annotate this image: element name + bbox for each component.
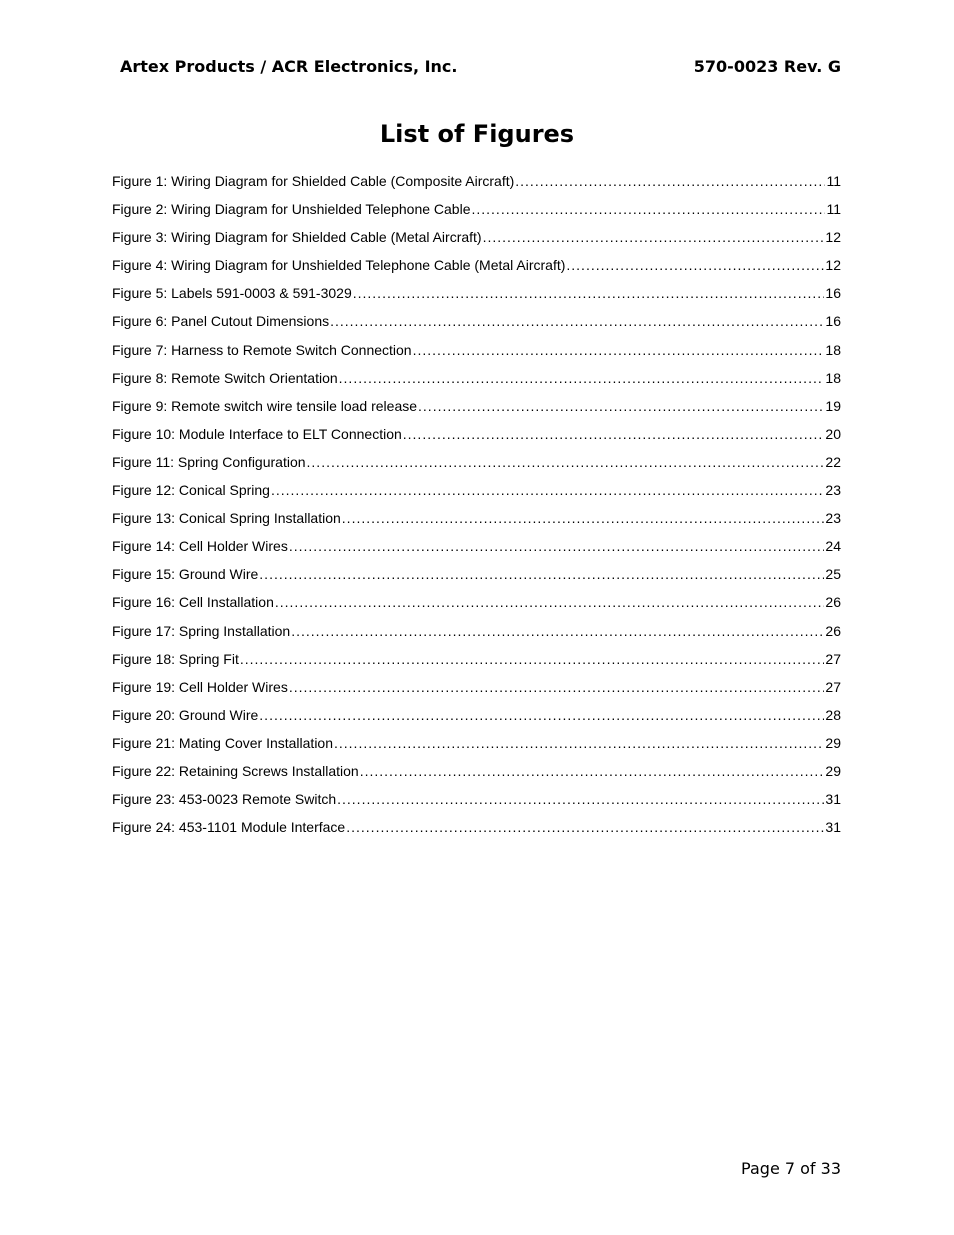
toc-dot-leader	[334, 734, 824, 752]
toc-entry-page: 16	[825, 313, 841, 330]
toc-entry-page: 11	[826, 201, 841, 218]
toc-entry[interactable]	[112, 509, 841, 537]
toc-entry-label: Figure 10: Module Interface to ELT Connection	[112, 425, 402, 442]
toc-dot-leader	[566, 256, 824, 274]
toc-entry-page: 20	[825, 425, 841, 442]
toc-entry-label: Figure 5: Labels 591-0003 & 591-3029	[112, 285, 352, 302]
toc-entry-page: 24	[825, 538, 841, 555]
toc-entry-page: 27	[825, 650, 841, 667]
toc-dot-leader	[259, 565, 824, 583]
toc-dot-leader	[360, 762, 825, 780]
toc-entry-label: Figure 19: Cell Holder Wires	[112, 678, 288, 695]
toc-entry[interactable]	[112, 790, 841, 818]
toc-dot-leader	[403, 425, 825, 443]
toc-dot-leader	[271, 481, 824, 499]
toc-entry-page: 12	[825, 257, 841, 274]
toc-entry-label: Figure 20: Ground Wire	[112, 706, 259, 723]
toc-entry-label: Figure 7: Harness to Remote Switch Connection	[112, 341, 412, 358]
toc-entry-page: 31	[825, 819, 841, 836]
toc-entry[interactable]	[112, 762, 841, 790]
toc-entry[interactable]	[112, 481, 841, 509]
toc-dot-leader	[307, 453, 825, 471]
toc-entry[interactable]	[112, 397, 841, 425]
toc-entry-label: Figure 9: Remote switch wire tensile load release	[112, 397, 418, 414]
toc-entry[interactable]	[112, 734, 841, 762]
toc-entry-label: Figure 4: Wiring Diagram for Unshielded Telephone Cable (Metal Aircraft)	[112, 257, 566, 274]
toc-entry[interactable]	[112, 425, 841, 453]
toc-dot-leader	[259, 706, 824, 724]
toc-dot-leader	[342, 509, 825, 527]
toc-entry-page: 27	[825, 678, 841, 695]
toc-entry-page: 29	[825, 734, 841, 751]
toc-entry[interactable]	[112, 312, 841, 340]
toc-entry[interactable]	[112, 256, 841, 284]
toc-dot-leader	[418, 397, 824, 415]
toc-entry-page: 23	[825, 482, 841, 499]
toc-dot-leader	[289, 537, 825, 555]
toc-entry-label: Figure 21: Mating Cover Installation	[112, 734, 333, 751]
toc-entry-page: 26	[825, 594, 841, 611]
toc-dot-leader	[291, 622, 824, 640]
toc-entry[interactable]	[112, 537, 841, 565]
toc-entry-label: Figure 11: Spring Configuration	[112, 453, 306, 470]
toc-entry-page: 28	[825, 706, 841, 723]
toc-entry[interactable]	[112, 818, 841, 846]
toc-entry-page: 29	[825, 762, 841, 779]
toc-entry-label: Figure 8: Remote Switch Orientation	[112, 369, 338, 386]
page-title: List of Figures	[379, 120, 575, 148]
toc-entry-page: 16	[825, 285, 841, 302]
toc-entry[interactable]	[112, 200, 841, 228]
toc-dot-leader	[330, 312, 824, 330]
toc-dot-leader	[413, 341, 825, 359]
toc-entry-label: Figure 13: Conical Spring Installation	[112, 510, 341, 527]
toc-dot-leader	[353, 284, 825, 302]
toc-entry-label: Figure 3: Wiring Diagram for Shielded Cable (Metal Aircraft)	[112, 229, 482, 246]
toc-entry-label: Figure 17: Spring Installation	[112, 622, 291, 639]
toc-entry[interactable]	[112, 622, 841, 650]
toc-entry-label: Figure 1: Wiring Diagram for Shielded Cable (Composite Aircraft)	[112, 173, 515, 189]
toc-dot-leader	[289, 678, 825, 696]
toc-entry-page: 18	[825, 369, 841, 386]
toc-entry[interactable]	[112, 706, 841, 734]
toc-entry[interactable]	[112, 284, 841, 312]
toc-entry[interactable]	[112, 228, 841, 256]
toc-dot-leader	[483, 228, 825, 246]
toc-entry-label: Figure 22: Retaining Screws Installation	[112, 762, 359, 779]
toc-entry[interactable]	[112, 678, 841, 706]
toc-dot-leader	[346, 818, 824, 836]
footer-page-number: Page 7 of 33	[741, 1159, 841, 1178]
header-company: Artex Products / ACR Electronics, Inc.	[120, 57, 458, 76]
toc-entry-label: Figure 23: 453-0023 Remote Switch	[112, 791, 337, 808]
toc-entry-page: 31	[825, 791, 841, 808]
toc-dot-leader	[240, 650, 825, 668]
toc-entry-label: Figure 24: 453-1101 Module Interface	[112, 819, 346, 836]
toc-dot-leader	[337, 790, 824, 808]
toc-entry-page: 12	[825, 229, 841, 246]
toc-entry[interactable]	[112, 565, 841, 593]
toc-entry-label: Figure 6: Panel Cutout Dimensions	[112, 313, 330, 330]
toc-entry[interactable]	[112, 341, 841, 369]
toc-entry-label: Figure 16: Cell Installation	[112, 594, 274, 611]
toc-entry-label: Figure 15: Ground Wire	[112, 566, 259, 583]
toc-entry-page: 26	[825, 622, 841, 639]
toc-entry[interactable]	[112, 593, 841, 621]
toc-entry[interactable]	[112, 453, 841, 481]
toc-entry-page: 25	[825, 566, 841, 583]
toc-dot-leader	[275, 593, 825, 611]
toc-dot-leader	[515, 172, 825, 190]
toc-entry-page: 19	[825, 397, 841, 414]
toc-entry[interactable]	[112, 369, 841, 397]
list-of-figures	[112, 172, 841, 846]
toc-dot-leader	[471, 200, 825, 218]
toc-entry[interactable]	[112, 650, 841, 678]
toc-entry[interactable]	[112, 172, 841, 200]
toc-entry-page: 23	[825, 510, 841, 527]
toc-entry-label: Figure 18: Spring Fit	[112, 650, 239, 667]
toc-entry-page: 22	[825, 453, 841, 470]
toc-entry-label: Figure 12: Conical Spring	[112, 482, 270, 499]
toc-entry-page: 11	[826, 173, 841, 189]
toc-entry-label: Figure 14: Cell Holder Wires	[112, 538, 288, 555]
header-doc-number: 570-0023 Rev. G	[693, 57, 841, 76]
toc-dot-leader	[339, 369, 825, 387]
toc-entry-page: 18	[825, 341, 841, 358]
toc-entry-label: Figure 2: Wiring Diagram for Unshielded Telephone Cable	[112, 201, 471, 218]
